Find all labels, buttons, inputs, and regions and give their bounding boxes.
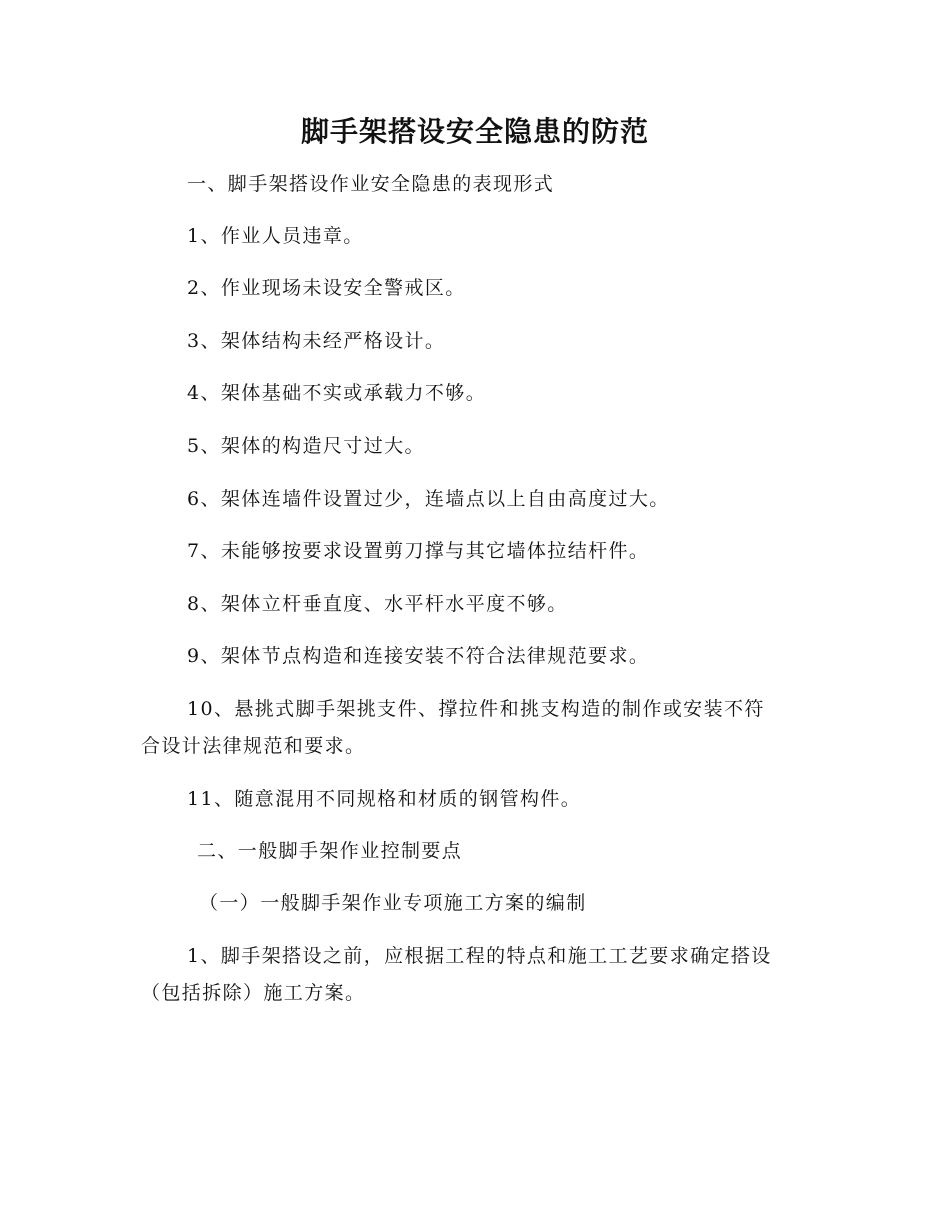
list-item-9: 9、架体节点构造和连接安装不符合法律规范要求。 — [187, 645, 650, 667]
paragraph-1-line-1: 1、脚手架搭设之前，应根据工程的特点和施工工艺要求确定搭设 — [187, 945, 772, 967]
document-title: 脚手架搭设安全隐患的防范 — [300, 115, 649, 148]
list-item-7: 7、未能够按要求设置剪刀撑与其它墙体拉结杆件。 — [187, 540, 650, 562]
list-item-6: 6、架体连墙件设置过少，连墙点以上自由高度过大。 — [187, 488, 670, 510]
section-heading-1: 一、脚手架搭设作业安全隐患的表现形式 — [187, 173, 555, 195]
list-item-8: 8、架体立杆垂直度、水平杆水平度不够。 — [187, 593, 568, 615]
list-item-5: 5、架体的构造尺寸过大。 — [187, 435, 425, 457]
paragraph-1-line-2: （包括拆除）施工方案。 — [141, 982, 366, 1004]
list-item-1: 1、作业人员违章。 — [187, 225, 364, 247]
list-item-10-line-2: 合设计法律规范和要求。 — [141, 735, 366, 757]
list-item-4: 4、架体基础不实或承载力不够。 — [187, 382, 487, 404]
list-item-11: 11、随意混用不同规格和材质的钢管构件。 — [187, 788, 582, 810]
section-heading-2: 二、一般脚手架作业控制要点 — [197, 840, 463, 862]
list-item-2: 2、作业现场未设安全警戒区。 — [187, 277, 466, 299]
list-item-3: 3、架体结构未经严格设计。 — [187, 330, 446, 352]
list-item-10-line-1: 10、悬挑式脚手架挑支件、撑拉件和挑支构造的制作或安装不符 — [187, 698, 765, 720]
subsection-heading-1: （一）一般脚手架作业专项施工方案的编制 — [199, 892, 587, 914]
